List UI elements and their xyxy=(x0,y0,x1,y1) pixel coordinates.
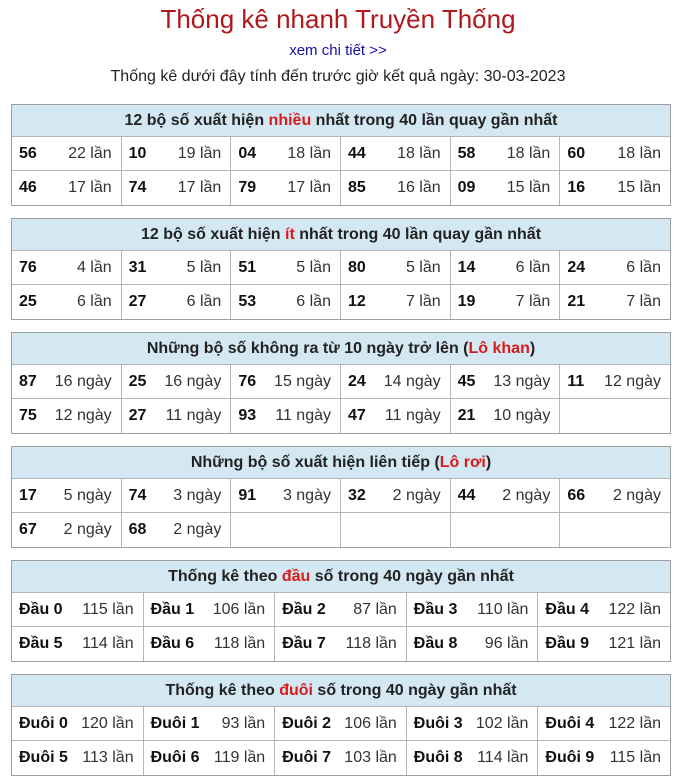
subtitle-date: 30-03-2023 xyxy=(483,68,566,85)
stat-count: 18 lần xyxy=(617,144,661,162)
stat-count: 115 lần xyxy=(82,600,134,618)
section-title-text: 12 bộ số xuất hiện xyxy=(124,112,269,129)
stat-cell xyxy=(144,593,276,627)
stat-count: 115 lần xyxy=(609,749,661,766)
section-header xyxy=(12,333,670,365)
section-title-text: nhất trong 40 lần quay gần nhất xyxy=(311,112,558,129)
stat-number: Đuôi 1 xyxy=(150,714,200,732)
stat-number: 76 xyxy=(238,372,257,390)
stat-count: 103 lần xyxy=(344,749,397,766)
stat-number: Đuôi 9 xyxy=(545,749,595,766)
stat-count: 5 lần xyxy=(405,258,441,276)
stat-count: 2 ngày xyxy=(502,486,551,504)
stat-cell xyxy=(451,365,561,399)
stat-count: 6 lần xyxy=(626,258,661,276)
stat-count: 6 lần xyxy=(76,293,112,310)
stat-number: Đầu 4 xyxy=(545,600,589,618)
stat-count: 15 lần xyxy=(617,179,661,196)
stat-count: 2 ngày xyxy=(612,486,661,504)
stats-grid xyxy=(12,593,670,661)
stat-cell xyxy=(231,171,341,205)
stat-cell xyxy=(538,707,670,741)
section-title-text: 12 bộ số xuất hiện xyxy=(140,226,285,243)
stat-cell xyxy=(122,479,232,513)
stat-number: 04 xyxy=(238,144,257,162)
stat-number: 67 xyxy=(19,521,37,538)
stats-grid xyxy=(12,707,670,775)
page-subtitle xyxy=(0,68,676,86)
stat-cell xyxy=(560,513,670,547)
section-title-text: Những bộ số không ra từ 10 ngày trở lên ( xyxy=(146,340,469,357)
stat-count: 16 ngày xyxy=(164,372,222,390)
stat-number: 25 xyxy=(128,372,147,390)
stats-grid xyxy=(12,137,670,205)
stat-count: 7 lần xyxy=(405,293,441,310)
stat-cell xyxy=(12,513,122,547)
stat-count: 102 lần xyxy=(475,714,529,732)
section-title-highlight: đuôi xyxy=(279,682,313,699)
stat-number: 60 xyxy=(567,144,586,162)
stat-cell xyxy=(122,251,232,285)
head-digit-section xyxy=(11,560,671,662)
stat-cell xyxy=(451,513,561,547)
stat-number: 74 xyxy=(128,486,147,504)
stat-count: 16 ngày xyxy=(54,372,112,390)
section-header xyxy=(12,561,670,593)
stat-number: 24 xyxy=(347,372,366,390)
stat-cell xyxy=(122,137,232,171)
stat-count: 19 lần xyxy=(177,144,222,162)
stat-count: 11 ngày xyxy=(275,407,331,424)
stat-cell xyxy=(12,627,144,661)
section-title-text: ) xyxy=(485,454,492,471)
stat-cell xyxy=(560,365,670,399)
stat-cell xyxy=(122,365,232,399)
section-title-text: ) xyxy=(529,340,536,357)
stat-count: 18 lần xyxy=(506,144,551,162)
stat-number: 74 xyxy=(128,179,147,196)
stat-count: 17 lần xyxy=(287,179,331,196)
stat-number: 80 xyxy=(347,258,366,276)
stat-count: 110 lần xyxy=(477,600,529,618)
stat-cell xyxy=(341,399,451,433)
stat-number: Đuôi 6 xyxy=(150,749,200,766)
stat-number: Đuôi 0 xyxy=(19,714,68,732)
stat-count: 121 lần xyxy=(608,635,661,652)
stat-cell xyxy=(231,513,341,547)
section-title-text: số trong 40 ngày gần nhất xyxy=(310,568,514,585)
stat-count: 16 lần xyxy=(397,179,441,196)
stat-number: 19 xyxy=(457,293,476,310)
stat-count: 15 ngày xyxy=(274,372,331,390)
stat-cell xyxy=(122,399,232,433)
stat-count: 96 lần xyxy=(484,635,529,652)
stat-cell xyxy=(560,251,670,285)
section-title-text: nhất trong 40 lần quay gần nhất xyxy=(294,226,542,243)
stat-cell xyxy=(407,593,539,627)
stat-count: 5 ngày xyxy=(63,486,112,504)
stat-number: 68 xyxy=(128,521,147,538)
stat-number: Đuôi 7 xyxy=(282,749,332,766)
stat-number: 91 xyxy=(238,486,257,504)
lo-khan-section xyxy=(11,332,671,434)
stat-number: Đầu 5 xyxy=(19,635,63,652)
stat-count: 114 lần xyxy=(82,635,134,652)
tail-digit-section xyxy=(11,674,671,776)
stat-cell xyxy=(560,399,670,433)
stat-number: 85 xyxy=(347,179,366,196)
stats-grid xyxy=(12,365,670,433)
stat-cell xyxy=(231,365,341,399)
page-title: Thống kê nhanh Truyền Thống xyxy=(160,4,516,34)
stat-number: 24 xyxy=(567,258,586,276)
stat-cell xyxy=(451,137,561,171)
stat-cell xyxy=(538,593,670,627)
stat-count: 2 ngày xyxy=(173,521,222,538)
stat-count: 5 lần xyxy=(186,258,222,276)
stat-number: 76 xyxy=(19,258,37,276)
stat-count: 87 lần xyxy=(353,600,397,618)
stat-count: 22 lần xyxy=(68,144,112,162)
stat-number: Đầu 3 xyxy=(413,600,458,618)
section-header xyxy=(12,675,670,707)
stat-count: 12 ngày xyxy=(54,407,112,424)
stat-cell xyxy=(122,513,232,547)
stat-count: 17 lần xyxy=(177,179,222,196)
stat-count: 122 lần xyxy=(608,600,661,618)
stat-count: 12 ngày xyxy=(604,372,661,390)
stat-cell xyxy=(560,479,670,513)
stat-cell xyxy=(341,513,451,547)
stat-number: 16 xyxy=(567,179,586,196)
section-title-highlight: Lô khan xyxy=(468,340,530,357)
stat-cell xyxy=(451,399,561,433)
stat-cell xyxy=(407,741,539,775)
stat-cell xyxy=(12,707,144,741)
stat-count: 114 lần xyxy=(477,749,529,766)
stat-cell xyxy=(451,479,561,513)
stat-count: 118 lần xyxy=(213,635,266,652)
stat-cell xyxy=(12,285,122,319)
stat-cell xyxy=(231,251,341,285)
stat-number: Đuôi 3 xyxy=(413,714,463,732)
stat-number: 10 xyxy=(128,144,147,162)
stat-number: 46 xyxy=(19,179,37,196)
stat-count: 120 lần xyxy=(81,714,134,732)
stat-number: 58 xyxy=(457,144,476,162)
stat-count: 2 ngày xyxy=(392,486,441,504)
stat-count: 4 lần xyxy=(76,258,112,276)
stat-cell xyxy=(341,285,451,319)
stat-cell xyxy=(12,171,122,205)
stat-number: 25 xyxy=(19,293,37,310)
stat-count: 113 lần xyxy=(82,749,134,766)
stat-number: 93 xyxy=(238,407,257,424)
stat-count: 7 lần xyxy=(626,293,661,310)
stat-number: Đuôi 8 xyxy=(413,749,463,766)
stats-grid xyxy=(12,479,670,547)
stat-cell xyxy=(12,399,122,433)
stat-count: 14 ngày xyxy=(383,372,441,390)
stat-cell xyxy=(451,285,561,319)
stat-number: 27 xyxy=(128,293,147,310)
stat-number: 09 xyxy=(457,179,476,196)
section-header xyxy=(12,105,670,137)
stat-number: 79 xyxy=(238,179,257,196)
stat-count: 93 lần xyxy=(221,714,266,732)
stat-count: 10 ngày xyxy=(493,407,551,424)
section-header xyxy=(12,219,670,251)
stat-number: 21 xyxy=(567,293,586,310)
stat-count: 2 ngày xyxy=(63,521,112,538)
stat-cell xyxy=(407,627,539,661)
least-frequent-section xyxy=(11,218,671,320)
stat-cell xyxy=(451,171,561,205)
most-frequent-section xyxy=(11,104,671,206)
stat-number: 14 xyxy=(457,258,476,276)
stat-number: 11 xyxy=(567,372,585,390)
stat-number: 31 xyxy=(128,258,147,276)
stat-cell xyxy=(231,285,341,319)
stat-cell xyxy=(341,479,451,513)
lo-roi-section xyxy=(11,446,671,548)
stat-cell xyxy=(12,479,122,513)
stat-number: 47 xyxy=(347,407,366,424)
stat-count: 18 lần xyxy=(287,144,331,162)
stat-count: 18 lần xyxy=(397,144,441,162)
stat-count: 15 lần xyxy=(506,179,551,196)
stat-number: 75 xyxy=(19,407,37,424)
section-title-highlight: ít xyxy=(285,226,295,243)
stat-count: 6 lần xyxy=(296,293,331,310)
stat-cell xyxy=(341,365,451,399)
stat-cell xyxy=(451,251,561,285)
stat-count: 3 ngày xyxy=(173,486,222,504)
section-title-highlight: nhiều xyxy=(268,112,312,129)
stat-cell xyxy=(231,399,341,433)
stat-count: 11 ngày xyxy=(165,407,222,424)
stat-number: 12 xyxy=(347,293,366,310)
section-title-highlight: đầu xyxy=(281,568,311,585)
stats-grid xyxy=(12,251,670,319)
stat-cell xyxy=(407,707,539,741)
view-details-link[interactable]: xem chi tiết >> xyxy=(289,42,387,59)
stat-cell xyxy=(231,479,341,513)
stat-count: 6 lần xyxy=(186,293,222,310)
stat-count: 13 ngày xyxy=(493,372,551,390)
stat-cell xyxy=(275,707,407,741)
stat-cell xyxy=(144,707,276,741)
stat-cell xyxy=(560,285,670,319)
stat-number: 45 xyxy=(457,372,476,390)
section-title-text: Thống kê theo xyxy=(165,682,280,699)
stat-count: 119 lần xyxy=(213,749,266,766)
stat-number: 87 xyxy=(19,372,37,390)
stat-count: 11 ngày xyxy=(384,407,441,424)
section-title-text: Những bộ số xuất hiện liên tiếp ( xyxy=(190,454,440,471)
stat-count: 118 lần xyxy=(345,635,397,652)
stat-number: 53 xyxy=(238,293,257,310)
stat-cell xyxy=(122,285,232,319)
stat-cell xyxy=(12,741,144,775)
stat-cell xyxy=(12,593,144,627)
stat-cell xyxy=(144,627,276,661)
stat-cell xyxy=(12,251,122,285)
stat-cell xyxy=(275,741,407,775)
stat-count: 3 ngày xyxy=(282,486,331,504)
stat-count: 7 lần xyxy=(515,293,551,310)
stat-cell xyxy=(12,137,122,171)
stat-cell xyxy=(560,137,670,171)
stat-number: 17 xyxy=(19,486,37,504)
stat-number: Đầu 9 xyxy=(545,635,589,652)
stat-cell xyxy=(341,171,451,205)
stat-cell xyxy=(341,137,451,171)
stat-cell xyxy=(122,171,232,205)
stat-number: 21 xyxy=(457,407,476,424)
stat-number: 44 xyxy=(457,486,476,504)
stat-count: 106 lần xyxy=(344,714,397,732)
section-header xyxy=(12,447,670,479)
section-title-text: Thống kê theo xyxy=(168,568,282,585)
stat-number: 44 xyxy=(347,144,366,162)
stat-number: Đầu 7 xyxy=(282,635,326,652)
stat-number: Đuôi 5 xyxy=(19,749,68,766)
stat-number: 51 xyxy=(238,258,257,276)
stat-number: 32 xyxy=(347,486,366,504)
stat-number: 66 xyxy=(567,486,586,504)
section-title-text: số trong 40 ngày gần nhất xyxy=(312,682,517,699)
stat-number: Đuôi 2 xyxy=(282,714,332,732)
stat-number: 56 xyxy=(19,144,37,162)
subtitle-text: Thống kê dưới đây tính đến trước giờ kết quả ngày: xyxy=(110,68,484,85)
stat-cell xyxy=(144,741,276,775)
stat-number: Đầu 6 xyxy=(150,635,195,652)
stat-cell xyxy=(560,171,670,205)
stat-count: 6 lần xyxy=(515,258,551,276)
stat-count: 122 lần xyxy=(608,714,661,732)
stat-number: Đuôi 4 xyxy=(545,714,595,732)
stat-cell xyxy=(275,593,407,627)
stat-cell xyxy=(538,741,670,775)
stat-cell xyxy=(538,627,670,661)
stat-cell xyxy=(231,137,341,171)
stat-number: 27 xyxy=(128,407,147,424)
stat-number: Đầu 1 xyxy=(150,600,195,618)
stat-cell xyxy=(12,365,122,399)
stat-number: Đầu 2 xyxy=(282,600,326,618)
stat-count: 106 lần xyxy=(212,600,266,618)
stat-count: 17 lần xyxy=(68,179,112,196)
stat-count: 5 lần xyxy=(296,258,331,276)
section-title-highlight: Lô rơi xyxy=(439,454,486,471)
stat-cell xyxy=(275,627,407,661)
stat-cell xyxy=(341,251,451,285)
stat-number: Đầu 8 xyxy=(413,635,458,652)
stat-number: Đầu 0 xyxy=(19,600,63,618)
